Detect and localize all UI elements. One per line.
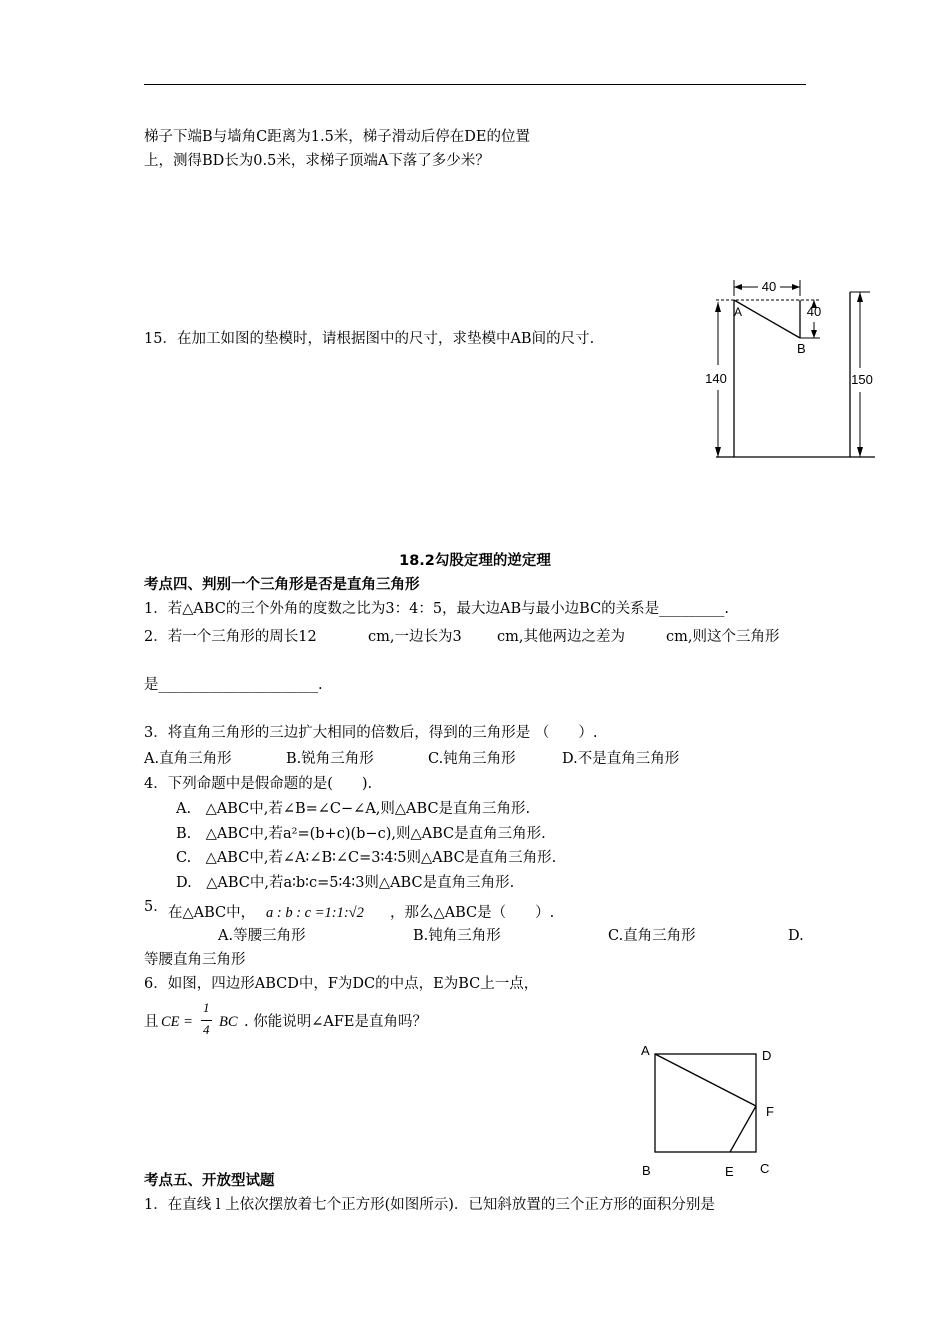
- sq-label-a: A: [641, 1043, 650, 1058]
- section-title: 18.2勾股定理的逆定理: [399, 553, 551, 569]
- p4-option-c: C. △ABC中,若∠A∶∠B∶∠C=3∶4∶5则△ABC是直角三角形.: [176, 850, 557, 866]
- p4-option-a: A. △ABC中,若∠B=∠C−∠A,则△ABC是直角三角形.: [176, 801, 531, 817]
- p5-option-d: D.: [788, 928, 804, 944]
- dim-drop-label: 40: [806, 304, 822, 319]
- p3-option-a: A.直角三角形: [144, 751, 232, 767]
- p5-stem: 在△ABC中，: [168, 905, 256, 921]
- q14-line2: 上，测得BD长为0.5米，求梯子顶端A下落了多少米？: [144, 153, 490, 169]
- p2-part-a: 2．若一个三角形的周长12: [144, 629, 317, 645]
- mold-figure: [700, 270, 890, 470]
- p3-option-d: D.不是直角三角形: [562, 751, 680, 767]
- p6-expr-right: BC: [219, 1014, 238, 1030]
- p2-part-b: cm,一边长为3: [368, 629, 462, 645]
- p2-part-e: 是______________________.: [144, 677, 323, 693]
- p4-option-d: D. △ABC中,若a∶b∶c=5∶4∶3则△ABC是直角三角形.: [176, 875, 515, 891]
- p3-option-c: C.钝角三角形: [428, 751, 516, 767]
- p4-stem: 4．下列命题中是假命题的是( ).: [144, 776, 373, 792]
- dim-right-label: 150: [851, 372, 873, 387]
- p6-frac-bar: [201, 1020, 212, 1021]
- quadrilateral-figure: [630, 1040, 790, 1180]
- p6-pre: 且: [144, 1014, 159, 1030]
- p5-tail: ，那么△ABC是（ ）.: [390, 905, 555, 921]
- sq-label-f: F: [766, 1104, 774, 1119]
- q15-text: 15．在加工如图的垫模时，请根据图中的尺寸，求垫模中AB间的尺寸.: [144, 331, 595, 347]
- q14-line1: 梯子下端B与墙角C距离为1.5米，梯子滑动后停在DE的位置: [144, 129, 531, 145]
- p6-line1: 6．如图，四边形ABCD中，F为DC的中点，E为BC上一点，: [144, 976, 539, 992]
- header-rule: [144, 84, 806, 85]
- p3-stem: 3．将直角三角形的三边扩大相同的倍数后，得到的三角形是 （ ）.: [144, 725, 598, 741]
- sq-label-e: E: [725, 1164, 734, 1179]
- sq-label-c: C: [760, 1161, 770, 1176]
- sq-label-b: B: [642, 1163, 651, 1178]
- dim-top-label: 40: [761, 279, 777, 294]
- point-a-label: A: [734, 305, 743, 319]
- k5-q1: 1．在直线 l 上依次摆放着七个正方形(如图所示)．已知斜放置的三个正方形的面积分别是: [144, 1197, 715, 1213]
- p5-option-c: C.直角三角形: [608, 928, 696, 944]
- k4-title: 考点四、判别一个三角形是否是直角三角形: [144, 577, 420, 593]
- p5-wrap: 等腰直角三角形: [144, 952, 246, 968]
- p5-number: 5．: [144, 899, 168, 915]
- p6-frac-den: 4: [203, 1022, 210, 1037]
- point-b-label: B: [797, 341, 806, 356]
- p2-part-c: cm,其他两边之差为: [497, 629, 625, 645]
- p6-expr-left: CE =: [161, 1014, 193, 1030]
- p1-text: 1．若△ABC的三个外角的度数之比为3：4：5，最大边AB与最小边BC的关系是_________.: [144, 601, 730, 617]
- p5-option-b: B.钝角三角形: [413, 928, 501, 944]
- p5-ratio: a : b : c =1:1:√2: [266, 905, 364, 921]
- sq-label-d: D: [762, 1048, 772, 1063]
- p5-option-a: A.等腰三角形: [218, 928, 306, 944]
- p6-tail: . 你能说明∠AFE是直角吗？: [244, 1014, 427, 1030]
- p3-option-b: B.锐角三角形: [286, 751, 374, 767]
- k5-title: 考点五、开放型试题: [144, 1173, 275, 1189]
- p6-frac-num: 1: [203, 1000, 210, 1015]
- p4-option-b: B. △ABC中,若a²=(b+c)(b−c),则△ABC是直角三角形.: [176, 826, 546, 842]
- p2-part-d: cm,则这个三角形: [666, 629, 780, 645]
- dim-left-label: 140: [705, 371, 727, 386]
